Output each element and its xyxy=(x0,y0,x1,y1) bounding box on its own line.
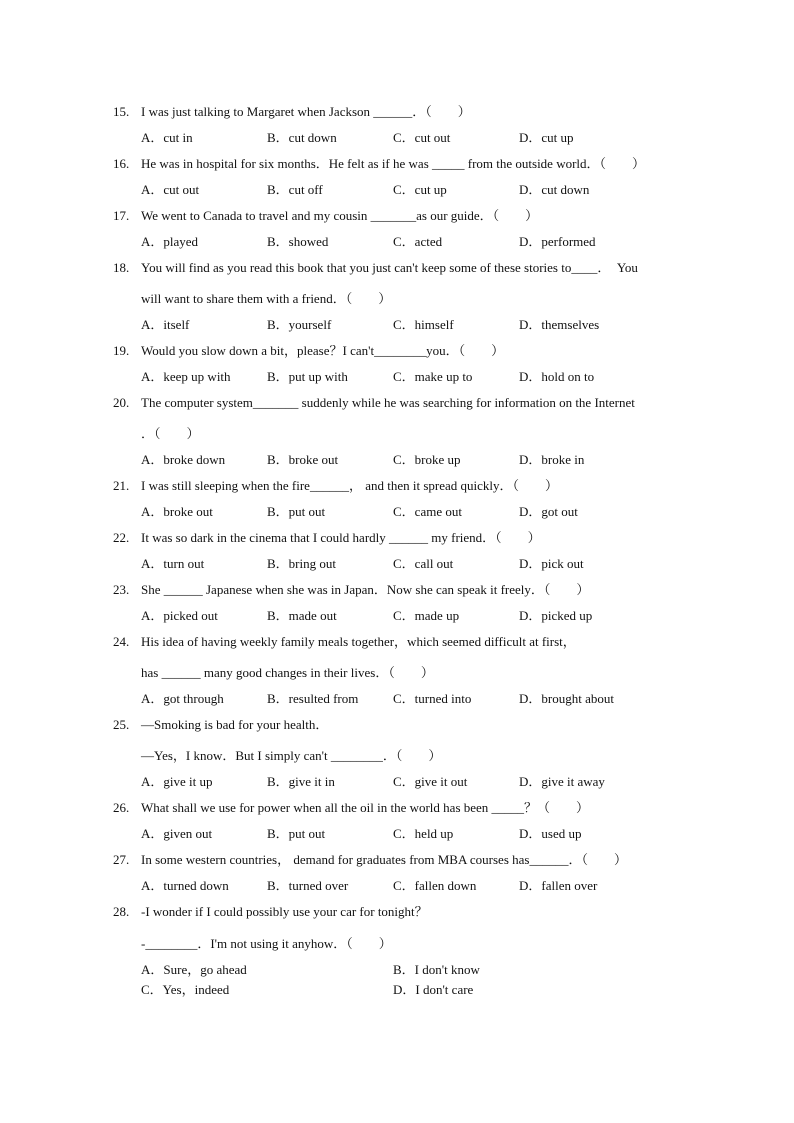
option-b[interactable]: B．put out xyxy=(267,826,326,841)
options-row xyxy=(141,452,701,468)
option-c[interactable]: C．call out xyxy=(393,556,454,571)
question-text: He was in hospital for six months．He felt as if he was _____ from the outside world．（ ） xyxy=(141,156,646,171)
options-row xyxy=(141,691,701,707)
option-a[interactable]: A．keep up with xyxy=(141,369,231,384)
option-b[interactable]: B．made out xyxy=(267,608,337,623)
question-text: In some western countries， demand for graduates from MBA courses has______．（ ） xyxy=(141,852,627,867)
question-text-cont: —Yes，I know．But I simply can't ________．（ ） xyxy=(141,748,442,763)
option-d[interactable]: D．cut down xyxy=(519,182,590,197)
option-a[interactable]: A．turned down xyxy=(141,878,229,893)
option-b[interactable]: B．resulted from xyxy=(267,691,359,706)
question-text: His idea of having weekly family meals together，which seemed difficult at first， xyxy=(141,634,576,649)
question-number: 17. xyxy=(113,208,130,223)
question-number: 21. xyxy=(113,478,130,493)
option-c[interactable]: C．Yes，indeed xyxy=(141,982,230,997)
option-a[interactable]: A．cut in xyxy=(141,130,193,145)
options-row xyxy=(141,317,701,333)
question-number: 24. xyxy=(113,634,130,649)
option-c[interactable]: C．held up xyxy=(393,826,454,841)
option-d[interactable]: D．fallen over xyxy=(519,878,598,893)
option-b[interactable]: B．give it in xyxy=(267,774,335,789)
option-a[interactable]: A．itself xyxy=(141,317,190,332)
option-a[interactable]: A．broke out xyxy=(141,504,213,519)
options-row xyxy=(141,369,701,385)
question-number: 27. xyxy=(113,852,130,867)
question-number: 19. xyxy=(113,343,130,358)
question-text: I was still sleeping when the fire______， and then it spread quickly．（ ） xyxy=(141,478,559,493)
option-b[interactable]: B．put up with xyxy=(267,369,348,384)
option-c[interactable]: C．made up xyxy=(393,608,460,623)
option-d[interactable]: D．themselves xyxy=(519,317,600,332)
option-a[interactable]: A．cut out xyxy=(141,182,200,197)
option-b[interactable]: B．cut down xyxy=(267,130,337,145)
option-b[interactable]: B．turned over xyxy=(267,878,349,893)
option-d[interactable]: D．broke in xyxy=(519,452,585,467)
options-row xyxy=(141,182,701,198)
question-text: We went to Canada to travel and my cousin _______as our guide．（ ） xyxy=(141,208,539,223)
option-d[interactable]: D．used up xyxy=(519,826,582,841)
option-d[interactable]: D．performed xyxy=(519,234,596,249)
options-row xyxy=(141,982,701,998)
option-d[interactable]: D．I don't care xyxy=(393,982,474,997)
question-text-cont: -________．I'm not using it anyhow．（ ） xyxy=(141,936,392,951)
option-c[interactable]: C．make up to xyxy=(393,369,473,384)
question-number: 15. xyxy=(113,104,130,119)
question-number: 22. xyxy=(113,530,130,545)
option-a[interactable]: A．Sure，go ahead xyxy=(141,962,247,977)
option-d[interactable]: D．hold on to xyxy=(519,369,595,384)
question-number: 20. xyxy=(113,395,130,410)
option-c[interactable]: C．himself xyxy=(393,317,454,332)
option-b[interactable]: B．bring out xyxy=(267,556,336,571)
question-text: I was just talking to Margaret when Jackson ______．（ ） xyxy=(141,104,471,119)
options-row xyxy=(141,556,701,572)
question-number: 23. xyxy=(113,582,130,597)
option-d[interactable]: D．brought about xyxy=(519,691,614,706)
option-a[interactable]: A．turn out xyxy=(141,556,205,571)
question-text: What shall we use for power when all the oil in the world has been _____？（ ） xyxy=(141,800,590,815)
option-d[interactable]: D．picked up xyxy=(519,608,593,623)
option-c[interactable]: C．came out xyxy=(393,504,462,519)
options-row xyxy=(141,878,701,894)
option-a[interactable]: A．got through xyxy=(141,691,224,706)
question-text-cont: has ______ many good changes in their lives．（ ） xyxy=(141,665,434,680)
option-a[interactable]: A．broke down xyxy=(141,452,226,467)
question-text: It was so dark in the cinema that I could hardly ______ my friend．（ ） xyxy=(141,530,541,545)
option-b[interactable]: B．I don't know xyxy=(393,962,480,977)
option-d[interactable]: D．got out xyxy=(519,504,578,519)
option-d[interactable]: D．cut up xyxy=(519,130,574,145)
question-number: 18. xyxy=(113,260,130,275)
option-a[interactable]: A．picked out xyxy=(141,608,218,623)
question-text: She ______ Japanese when she was in Japan．Now she can speak it freely．（ ） xyxy=(141,582,590,597)
options-row xyxy=(141,130,701,146)
option-c[interactable]: C．broke up xyxy=(393,452,461,467)
option-c[interactable]: C．acted xyxy=(393,234,443,249)
options-row xyxy=(141,826,701,842)
question-text: -I wonder if I could possibly use your car for tonight？ xyxy=(141,904,428,919)
option-b[interactable]: B．showed xyxy=(267,234,329,249)
option-a[interactable]: A．give it up xyxy=(141,774,213,789)
question-text: The computer system_______ suddenly while he was searching for information on the Internet xyxy=(141,395,635,410)
option-b[interactable]: B．cut off xyxy=(267,182,323,197)
question-text-cont: will want to share them with a friend．（ ） xyxy=(141,291,392,306)
option-c[interactable]: C．cut up xyxy=(393,182,447,197)
option-b[interactable]: B．yourself xyxy=(267,317,332,332)
options-row xyxy=(141,608,701,624)
question-text: —Smoking is bad for your health． xyxy=(141,717,329,732)
option-c[interactable]: C．turned into xyxy=(393,691,472,706)
options-row xyxy=(141,504,701,520)
question-text: Would you slow down a bit，please？I can't________you．（ ） xyxy=(141,343,505,358)
question-text: You will find as you read this book that you just can't keep some of these stories to____． You xyxy=(141,260,638,275)
question-number: 25. xyxy=(113,717,130,732)
option-b[interactable]: B．broke out xyxy=(267,452,339,467)
question-number: 28. xyxy=(113,904,130,919)
question-number: 16. xyxy=(113,156,130,171)
options-row xyxy=(141,234,701,250)
options-row xyxy=(141,962,701,978)
option-a[interactable]: A．given out xyxy=(141,826,213,841)
option-b[interactable]: B．put out xyxy=(267,504,326,519)
options-row xyxy=(141,774,701,790)
option-d[interactable]: D．give it away xyxy=(519,774,605,789)
option-c[interactable]: C．cut out xyxy=(393,130,451,145)
question-text-cont: ．（ ） xyxy=(141,426,200,441)
option-a[interactable]: A．played xyxy=(141,234,199,249)
option-c[interactable]: C．give it out xyxy=(393,774,468,789)
question-number: 26. xyxy=(113,800,130,815)
option-c[interactable]: C．fallen down xyxy=(393,878,477,893)
option-d[interactable]: D．pick out xyxy=(519,556,584,571)
